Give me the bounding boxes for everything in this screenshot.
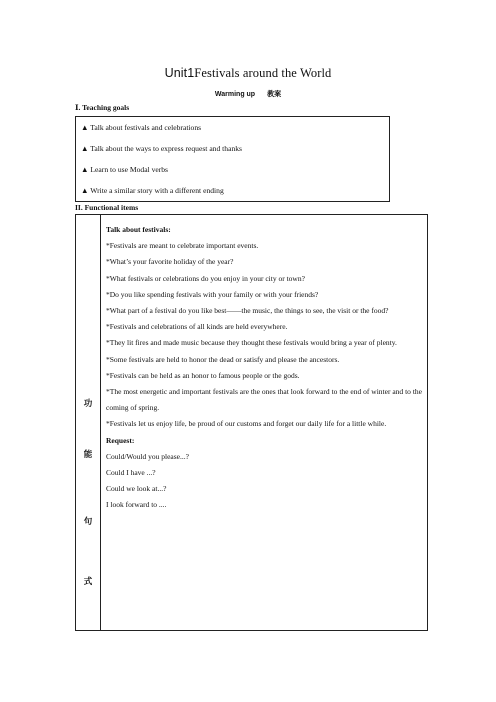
talk-line: *The most energetic and important festivals are the ones that look forward to the end of winter and to the coming of spring.: [106, 387, 422, 413]
talk-line: *Festivals and celebrations of all kinds are held everywhere.: [106, 322, 288, 332]
document-subtitle: [0, 89, 496, 99]
subtitle-cn: 教案: [267, 91, 282, 98]
teaching-goals-heading: Ⅰ. Teaching goals: [75, 103, 130, 112]
title-unit: Unit1: [164, 66, 195, 80]
title-text: Festivals around the World: [194, 66, 332, 80]
goal-item: ▲ Learn to use Modal verbs: [81, 165, 169, 174]
talk-line: *What’s your favorite holiday of the year?: [106, 257, 234, 267]
talk-heading: Talk about festivals:: [106, 225, 171, 234]
goal-item: ▲ Talk about festivals and celebrations: [81, 123, 202, 132]
talk-line: *Festivals can be held as an honor to famous people or the gods.: [106, 370, 300, 380]
side-label-char: 式: [83, 577, 93, 587]
talk-line: *Festivals are meant to celebrate important events.: [106, 241, 259, 251]
talk-line: *Festivals let us enjoy life, be proud of our customs and forget our daily life for a little while.: [106, 419, 387, 429]
request-heading: Request:: [106, 435, 135, 445]
goal-item: ▲ Talk about the ways to express request and thanks: [81, 144, 243, 153]
side-label-char: 功: [83, 399, 93, 409]
functional-items-table: [75, 214, 428, 631]
talk-line: *They lit fires and made music because they thought these festivals would bring a year of plenty.: [106, 338, 397, 348]
side-label-column: [76, 215, 101, 630]
side-label-char: 能: [83, 450, 93, 460]
request-line: Could we look at...?: [106, 484, 167, 494]
teaching-goals-table: [75, 116, 390, 202]
functional-items-heading: II. Functional items: [75, 203, 139, 212]
goal-item: ▲ Write a similar story with a different ending: [81, 186, 224, 195]
talk-line: *Do you like spending festivals with your family or with your friends?: [106, 289, 319, 299]
functional-items-content: [106, 222, 422, 514]
request-line: I look forward to ....: [106, 500, 167, 510]
talk-line: *What festivals or celebrations do you enjoy in your city or town?: [106, 273, 305, 283]
subtitle-text: Warming up: [214, 91, 256, 98]
side-label-char: 句: [83, 517, 93, 527]
talk-line: *What part of a festival do you like best——the music, the things to see, the visit or the food?: [106, 306, 389, 316]
document-title: [0, 66, 496, 81]
request-line: Could/Would you please...?: [106, 451, 189, 461]
request-line: Could I have ...?: [106, 468, 156, 478]
talk-line: *Some festivals are held to honor the dead or satisfy and please the ancestors.: [106, 354, 340, 364]
